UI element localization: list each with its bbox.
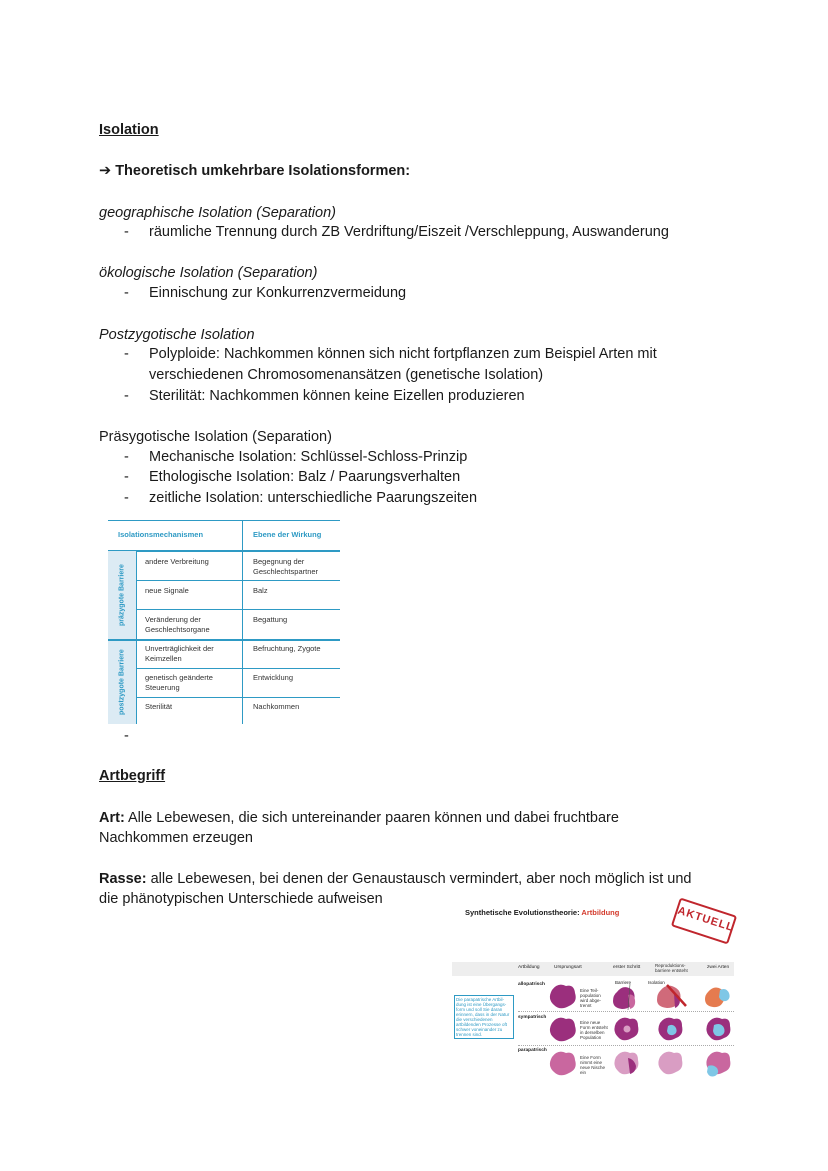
prae-isolation-title: Präsygotische Isolation (Separation) — [99, 429, 332, 445]
table-row-rule — [136, 580, 340, 581]
note-sympatric: Eine neue Form entsteht in derselben Population — [580, 1020, 608, 1040]
table-cell-mechanism: neue Signale — [145, 586, 189, 595]
original-species-blob — [550, 985, 576, 1009]
table-cell-effect: Nachkommen — [253, 702, 300, 711]
table-cell-mechanism: Unverträglichkeit der Keimzellen — [145, 644, 214, 663]
column-header-zwei-arten: zwei Arten — [707, 965, 730, 970]
table-header-rule — [108, 550, 340, 552]
aktuell-stamp: AKTUELL — [671, 897, 737, 944]
label-isolation: Isolation — [648, 980, 665, 985]
table-cell-mechanism: Sterilität — [145, 702, 173, 711]
table-cell-mechanism: Veränderung der Geschlechtsorgane — [145, 615, 210, 634]
bullet-dash: - — [124, 728, 129, 744]
geo-isolation-title: geographische Isolation (Separation) — [99, 205, 336, 221]
new-species-blob-b — [719, 989, 730, 1001]
bullet-dash: - — [124, 388, 129, 404]
art-label: Art: — [99, 810, 125, 826]
column-header-barriere: Reproduktions-barriere entsteht — [655, 963, 688, 973]
speciation-diagram — [452, 900, 734, 1082]
bullet-dash: - — [124, 469, 129, 485]
table-row-rule — [136, 697, 340, 698]
arrow-right-icon: ➔ — [99, 163, 112, 179]
bullet-dash: - — [124, 285, 129, 301]
post-isolation-item-cont: verschiedenen Chromosomenansätzen (genetische Isolation) — [149, 367, 544, 383]
new-form-spot — [624, 1026, 631, 1033]
art-definition-cont: Nachkommen erzeugen — [99, 830, 253, 846]
row-label-allopatrisch: allopatrisch — [518, 982, 545, 987]
table-header-mechanisms: Isolationsmechanismen — [118, 530, 204, 539]
post-isolation-item: Polyploide: Nachkommen können sich nicht fortpflanzen zum Beispiel Arten mit — [149, 346, 657, 362]
rasse-label: Rasse: — [99, 871, 147, 887]
oeko-isolation-item: Einnischung zur Konkurrenzvermeidung — [149, 285, 407, 301]
diagram-title-highlight: Artbildung — [581, 908, 620, 917]
row-label-sympatrisch: sympatrisch — [518, 1015, 547, 1020]
prae-isolation-item: zeitliche Isolation: unterschiedliche Paarungszeiten — [149, 490, 478, 506]
rasse-definition-cont: die phänotypischen Unterschiede aufweisen — [99, 891, 383, 907]
isolation-mechanisms-table — [108, 520, 340, 724]
note-parapatric: Eine Form nimmt eine neue Nische ein — [580, 1055, 606, 1075]
original-species-blob — [550, 1018, 576, 1042]
bullet-dash: - — [124, 224, 129, 240]
theoretical-forms-heading — [99, 161, 410, 181]
table-cell-mechanism: genetisch geänderte Steuerung — [145, 673, 213, 692]
table-row-rule — [136, 609, 340, 610]
table-cell-effect: Entwicklung — [253, 673, 294, 682]
table-group-rule — [108, 639, 340, 641]
prae-isolation-item: Mechanische Isolation: Schlüssel-Schloss-Prinzip — [149, 449, 468, 465]
table-column-divider — [242, 520, 243, 724]
post-isolation-title: Postzygotische Isolation — [99, 327, 255, 343]
art-text: Alle Lebewesen, die sich untereinander paaren können und dabei fruchtbare — [124, 810, 619, 826]
table-row-rule — [136, 668, 340, 669]
table-header-effect-level: Ebene der Wirkung — [253, 530, 322, 539]
column-header-artbildung: Artbildung — [518, 965, 540, 970]
theoretical-forms-label: Theoretisch umkehrbare Isolationsformen: — [115, 163, 411, 179]
post-isolation-item: Sterilität: Nachkommen können keine Eizellen produzieren — [149, 388, 525, 404]
table-cell-effect: Balz — [253, 586, 268, 595]
rasse-text: alle Lebewesen, bei denen der Genaustausch vermindert, aber noch möglich ist und — [146, 871, 692, 887]
label-barriere: Barriere — [615, 980, 632, 985]
table-cell-effect: Befruchtung, Zygote — [253, 644, 321, 653]
geo-isolation-item: räumliche Trennung durch ZB Verdriftung/Eiszeit /Verschleppung, Auswanderung — [149, 224, 669, 240]
rasse-definition — [99, 869, 691, 889]
bullet-dash: - — [124, 346, 129, 362]
speciation-blobs — [452, 900, 734, 1082]
row-label-parapatrisch: parapatrisch — [518, 1048, 547, 1053]
table-side-divider — [136, 551, 137, 724]
oeko-isolation-title: ökologische Isolation (Separation) — [99, 265, 318, 281]
barrier-step-blob — [658, 1052, 682, 1075]
artbegriff-heading: Artbegriff — [99, 768, 166, 784]
table-cell-effect: Begegnung der Geschlechtspartner — [253, 557, 319, 576]
isolation-heading: Isolation — [99, 122, 159, 138]
table-cell-effect: Begattung — [253, 615, 288, 624]
parapatric-side-note: Die parapatrische Artbil-dung ist eine Übergangs-form und soll Sie daran erinnern, dass in der Natur die verschiedenen artbildenden Prozesse oft schwer voneinander zu trennen sind. — [454, 995, 514, 1039]
column-header-ursprungsart: Ursprungsart — [554, 965, 582, 970]
note-allopatric: Eine Teil-population wird abge-trennt — [580, 988, 602, 1008]
original-species-blob — [550, 1052, 576, 1076]
column-header-erster-schritt: erster Schritt — [613, 965, 641, 970]
diagram-title-prefix: Synthetische Evolutionstheorie: — [465, 908, 582, 917]
table-cell-mechanism: andere Verbreitung — [145, 557, 209, 566]
prezygotic-barrier-label: präzygote Barriere — [118, 564, 126, 627]
postzygotic-barrier-label: postzygote Barriere — [118, 649, 126, 715]
prae-isolation-item: Ethologische Isolation: Balz / Paarungsverhalten — [149, 469, 461, 485]
bullet-dash: - — [124, 449, 129, 465]
art-definition — [99, 808, 619, 828]
bullet-dash: - — [124, 490, 129, 506]
